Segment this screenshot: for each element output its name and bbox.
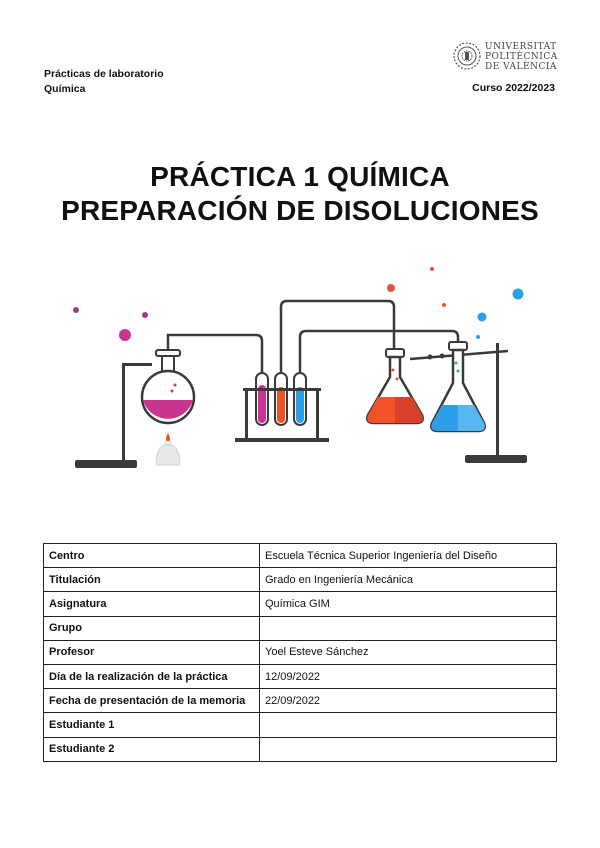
info-table <box>43 543 557 762</box>
row-label: Titulación <box>44 568 260 592</box>
erlenmeyer-flask-icon <box>367 349 423 423</box>
burner-icon <box>156 433 180 465</box>
lab-illustration <box>60 255 550 485</box>
row-label: Asignatura <box>44 592 260 616</box>
row-label: Estudiante 1 <box>44 713 260 737</box>
header-subject-line1: Prácticas de laboratorio <box>44 68 164 80</box>
row-label: Centro <box>44 544 260 568</box>
title-line1: PRÁCTICA 1 QUÍMICA <box>150 161 450 192</box>
table-row <box>44 568 557 592</box>
erlenmeyer-flask-icon <box>431 342 485 431</box>
row-label: Profesor <box>44 640 260 664</box>
row-value: Química GIM <box>260 592 557 616</box>
header-subject-line2: Química <box>44 83 86 95</box>
row-value <box>260 713 557 737</box>
row-value: 12/09/2022 <box>260 664 557 688</box>
row-value: Grado en Ingeniería Mecánica <box>260 568 557 592</box>
title-line2: PREPARACIÓN DE DISOLUCIONES <box>61 195 539 226</box>
page-title <box>0 160 600 228</box>
ring-stand-icon <box>75 363 152 468</box>
row-label: Día de la realización de la práctica <box>44 664 260 688</box>
connecting-tubes <box>168 301 458 375</box>
table-row <box>44 592 557 616</box>
university-logo <box>452 40 557 76</box>
university-seal-icon <box>452 40 482 72</box>
logo-text: UNIVERSITAT POLITÈCNICA DE VALÈNCIA <box>485 42 558 72</box>
table-row <box>44 689 557 713</box>
table-row <box>44 640 557 664</box>
row-label: Grupo <box>44 616 260 640</box>
header-subject <box>44 67 164 97</box>
test-tube-rack-icon <box>235 373 329 442</box>
table-row <box>44 713 557 737</box>
row-label: Estudiante 2 <box>44 737 260 761</box>
row-value: Escuela Técnica Superior Ingeniería del Diseño <box>260 544 557 568</box>
header-course: Curso 2022/2023 <box>472 82 555 94</box>
row-label: Fecha de presentación de la memoria <box>44 689 260 713</box>
decorative-bubbles <box>73 267 524 341</box>
row-value: 22/09/2022 <box>260 689 557 713</box>
table-row <box>44 737 557 761</box>
round-flask-icon <box>142 350 194 423</box>
row-value: Yoel Esteve Sánchez <box>260 640 557 664</box>
table-row <box>44 664 557 688</box>
table-row <box>44 616 557 640</box>
table-row <box>44 544 557 568</box>
row-value <box>260 616 557 640</box>
row-value <box>260 737 557 761</box>
